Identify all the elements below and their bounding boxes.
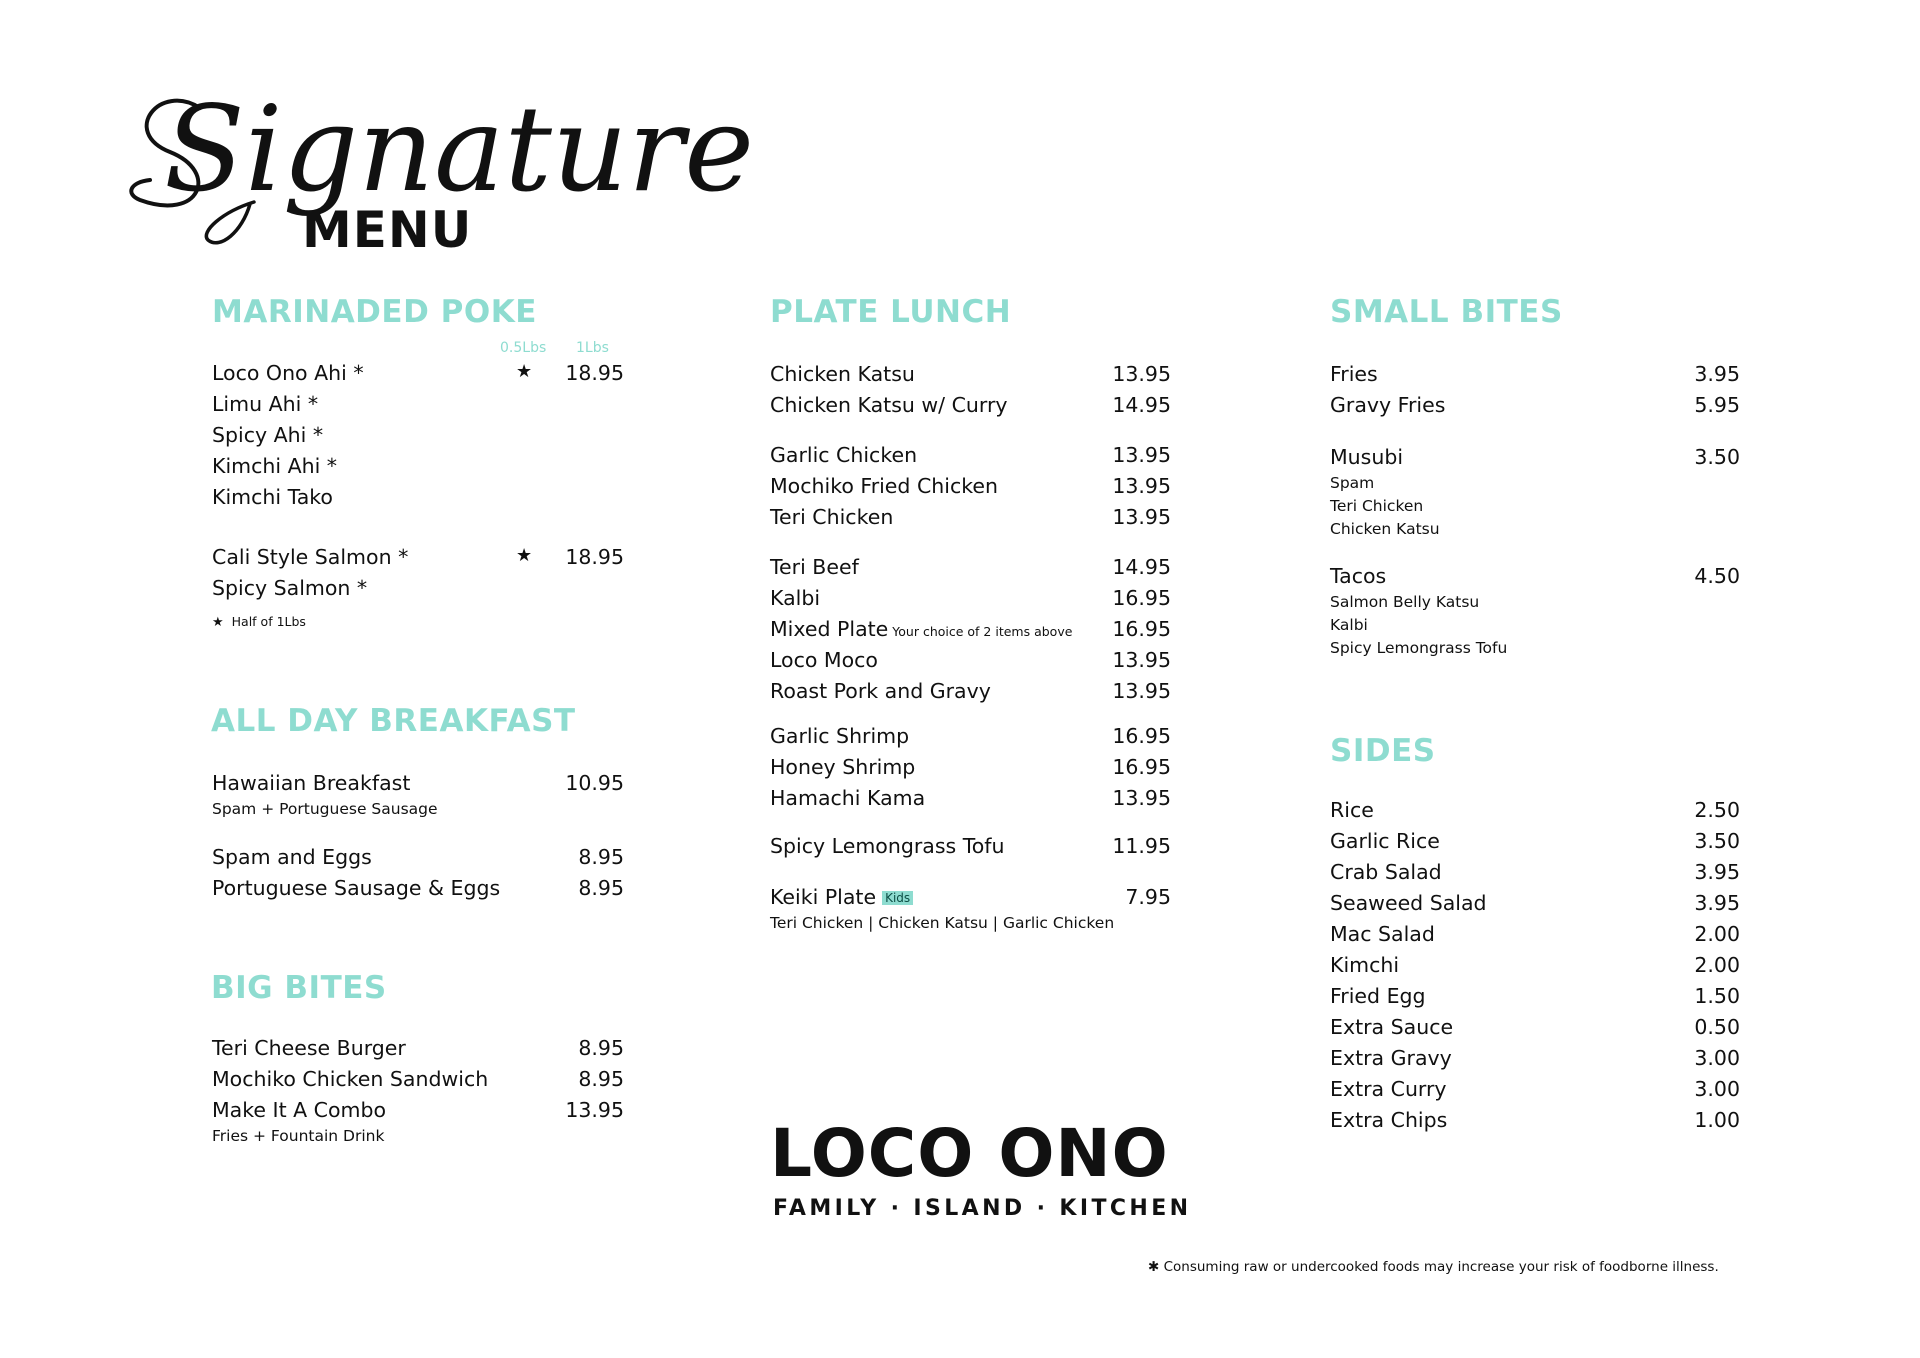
item-name: Kalbi xyxy=(770,586,821,610)
star-icon: ★ xyxy=(212,615,224,630)
item-name: Teri Cheese Burger xyxy=(212,1036,406,1060)
item-name: Spicy Lemongrass Tofu xyxy=(770,834,1005,858)
item-price: 1.00 xyxy=(1694,1108,1740,1132)
item-price: 13.95 xyxy=(1112,679,1171,703)
menu-item xyxy=(1330,829,1740,859)
item-option: Kalbi xyxy=(1330,616,1368,634)
item-price: 2.50 xyxy=(1694,798,1740,822)
item-price: 8.95 xyxy=(578,876,624,900)
item-description: Spam + Portuguese Sausage xyxy=(212,800,438,818)
menu-item xyxy=(770,679,1170,709)
menu-item xyxy=(1330,1077,1740,1107)
star-icon: ★ xyxy=(516,545,533,566)
item-name: Fried Egg xyxy=(1330,984,1426,1008)
brand-name: LOCO ONO xyxy=(770,1115,1169,1192)
item-price: 3.00 xyxy=(1694,1046,1740,1070)
small-bites-heading: SMALL BITES xyxy=(1330,294,1563,330)
item-name: Gravy Fries xyxy=(1330,393,1446,417)
item-option: Spicy Lemongrass Tofu xyxy=(1330,639,1508,657)
menu-item xyxy=(212,361,624,391)
menu-item xyxy=(1330,1108,1740,1138)
big-bites-heading: BIG BITES xyxy=(211,970,387,1006)
item-price: 13.95 xyxy=(565,1098,624,1122)
signature-menu-logo-svg xyxy=(130,72,755,262)
item-name: Garlic Rice xyxy=(1330,829,1440,853)
item-name-text: Mixed Plate xyxy=(770,617,889,641)
item-price: 8.95 xyxy=(578,1067,624,1091)
item-name: Chicken Katsu xyxy=(770,362,915,386)
item-name: Rice xyxy=(1330,798,1374,822)
menu-item xyxy=(212,423,620,453)
item-option: Salmon Belly Katsu xyxy=(1330,593,1480,611)
raw-food-warning: ✱ Consuming raw or undercooked foods may increase your risk of foodborne illness. xyxy=(1148,1259,1719,1275)
item-description: Fries + Fountain Drink xyxy=(212,1127,385,1145)
item-price: 3.00 xyxy=(1694,1077,1740,1101)
item-price: 13.95 xyxy=(1112,786,1171,810)
item-name: Kimchi xyxy=(1330,953,1400,977)
breakfast-heading: ALL DAY BREAKFAST xyxy=(211,703,576,739)
item-price: 5.95 xyxy=(1694,393,1740,417)
item-name: Spam and Eggs xyxy=(212,845,372,869)
menu-item xyxy=(1330,984,1740,1014)
menu-item xyxy=(1330,445,1740,475)
menu-item xyxy=(212,1067,624,1097)
item-name: Extra Curry xyxy=(1330,1077,1447,1101)
item-price: 7.95 xyxy=(1125,885,1171,909)
menu-item xyxy=(770,885,1170,915)
item-price: 18.95 xyxy=(565,361,624,385)
poke-heading: MARINADED POKE xyxy=(212,294,537,330)
item-name: Mochiko Chicken Sandwich xyxy=(212,1067,489,1091)
item-name: Musubi xyxy=(1330,445,1404,469)
item-price: 8.95 xyxy=(578,1036,624,1060)
menu-item xyxy=(1330,1046,1740,1076)
item-name: Loco Moco xyxy=(770,648,878,672)
item-option: Teri Chicken xyxy=(1330,497,1424,515)
poke-footnote-text: Half of 1Lbs xyxy=(231,614,306,629)
item-price: 3.50 xyxy=(1694,829,1740,853)
item-name: Roast Pork and Gravy xyxy=(770,679,991,703)
item-name: Garlic Chicken xyxy=(770,443,918,467)
brand-logo xyxy=(770,1115,1192,1228)
item-price: 3.95 xyxy=(1694,891,1740,915)
item-name: Extra Sauce xyxy=(1330,1015,1454,1039)
menu-item xyxy=(770,586,1170,616)
menu-item xyxy=(1330,1015,1740,1045)
menu-item xyxy=(212,876,624,906)
item-price: 10.95 xyxy=(565,771,624,795)
item-price: 16.95 xyxy=(1112,724,1171,748)
item-price: 14.95 xyxy=(1112,393,1171,417)
item-name: Kimchi Tako xyxy=(212,485,333,509)
item-name: Cali Style Salmon * xyxy=(212,545,409,569)
item-name: Fries xyxy=(1330,362,1378,386)
item-name: Mac Salad xyxy=(1330,922,1435,946)
item-name: Kimchi Ahi * xyxy=(212,454,338,478)
item-name: Make It A Combo xyxy=(212,1098,387,1122)
menu-item xyxy=(212,545,624,575)
menu-item xyxy=(770,555,1170,585)
menu-item xyxy=(212,392,620,422)
item-price: 13.95 xyxy=(1112,505,1171,529)
item-name: Spicy Salmon * xyxy=(212,576,368,600)
menu-item xyxy=(212,454,620,484)
item-name: Garlic Shrimp xyxy=(770,724,910,748)
item-price: 13.95 xyxy=(1112,362,1171,386)
menu-item xyxy=(770,755,1170,785)
item-price: 4.50 xyxy=(1694,564,1740,588)
menu-item xyxy=(212,1098,624,1128)
menu-item xyxy=(212,845,624,875)
menu-item xyxy=(770,505,1170,535)
sides-heading: SIDES xyxy=(1330,733,1436,769)
item-price: 0.50 xyxy=(1694,1015,1740,1039)
item-name: Hawaiian Breakfast xyxy=(212,771,411,795)
item-name-text: Keiki Plate xyxy=(770,885,877,909)
poke-size-half-label: 0.5Lbs xyxy=(500,340,547,356)
item-price: 3.95 xyxy=(1694,860,1740,884)
star-icon: ★ xyxy=(516,361,533,382)
item-option: Chicken Katsu xyxy=(1330,520,1440,538)
item-name: Chicken Katsu w/ Curry xyxy=(770,393,1008,417)
plate-lunch-heading: PLATE LUNCH xyxy=(770,294,1012,330)
menu-item xyxy=(770,474,1170,504)
menu-item xyxy=(770,443,1170,473)
item-name: Extra Chips xyxy=(1330,1108,1448,1132)
item-name xyxy=(770,885,913,909)
poke-footnote xyxy=(212,614,306,630)
item-name: Spicy Ahi * xyxy=(212,423,324,447)
item-name: Loco Ono Ahi * xyxy=(212,361,364,385)
menu-item xyxy=(1330,798,1740,828)
item-price: 13.95 xyxy=(1112,648,1171,672)
menu-item xyxy=(770,617,1170,647)
menu-item xyxy=(770,834,1170,864)
item-name: Seaweed Salad xyxy=(1330,891,1487,915)
item-price: 11.95 xyxy=(1112,834,1171,858)
item-name xyxy=(770,617,1072,641)
item-price: 8.95 xyxy=(578,845,624,869)
menu-item xyxy=(770,786,1170,816)
item-price: 3.95 xyxy=(1694,362,1740,386)
item-name: Tacos xyxy=(1330,564,1387,588)
item-option: Spam xyxy=(1330,474,1375,492)
item-price: 2.00 xyxy=(1694,953,1740,977)
logo-script: Signature xyxy=(164,80,755,218)
menu-item xyxy=(770,724,1170,754)
menu-item xyxy=(1330,564,1740,594)
menu-item xyxy=(1330,860,1740,890)
menu-item xyxy=(1330,362,1740,392)
item-price: 18.95 xyxy=(565,545,624,569)
item-price: 16.95 xyxy=(1112,617,1171,641)
item-name: Limu Ahi * xyxy=(212,392,319,416)
menu-item xyxy=(212,576,620,606)
menu-item xyxy=(770,648,1170,678)
item-price: 3.50 xyxy=(1694,445,1740,469)
signature-menu-logo xyxy=(130,72,755,262)
menu-item xyxy=(1330,393,1740,423)
item-price: 16.95 xyxy=(1112,755,1171,779)
item-price: 16.95 xyxy=(1112,586,1171,610)
menu-item xyxy=(212,485,620,515)
item-name: Extra Gravy xyxy=(1330,1046,1452,1070)
item-name: Teri Chicken xyxy=(770,505,894,529)
menu-item xyxy=(770,393,1170,423)
item-price: 2.00 xyxy=(1694,922,1740,946)
menu-item xyxy=(212,1036,624,1066)
item-inline-note: Your choice of 2 items above xyxy=(892,624,1073,639)
menu-item xyxy=(1330,891,1740,921)
item-name: Mochiko Fried Chicken xyxy=(770,474,998,498)
brand-tagline: FAMILY · ISLAND · KITCHEN xyxy=(773,1196,1192,1221)
menu-item xyxy=(1330,922,1740,952)
logo-menu-word: MENU xyxy=(302,201,473,259)
kids-badge: Kids xyxy=(882,891,913,905)
menu-item xyxy=(212,771,624,801)
item-description: Teri Chicken | Chicken Katsu | Garlic Chicken xyxy=(770,914,1115,932)
item-name: Teri Beef xyxy=(770,555,859,579)
item-price: 13.95 xyxy=(1112,443,1171,467)
item-name: Hamachi Kama xyxy=(770,786,926,810)
menu-item xyxy=(1330,953,1740,983)
item-price: 13.95 xyxy=(1112,474,1171,498)
item-name: Honey Shrimp xyxy=(770,755,916,779)
item-name: Crab Salad xyxy=(1330,860,1442,884)
item-name: Portuguese Sausage & Eggs xyxy=(212,876,501,900)
menu-item xyxy=(770,362,1170,392)
item-price: 14.95 xyxy=(1112,555,1171,579)
poke-size-full-label: 1Lbs xyxy=(576,340,609,356)
item-price: 1.50 xyxy=(1694,984,1740,1008)
